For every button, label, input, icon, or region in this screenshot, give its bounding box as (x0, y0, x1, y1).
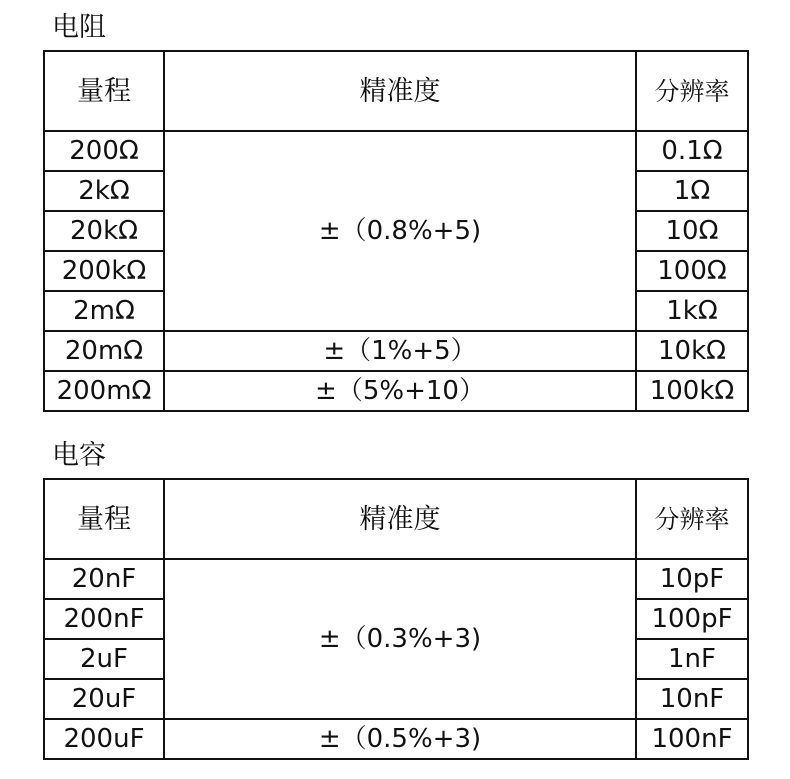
accuracy-cell: ±（5%+10） (164, 371, 636, 411)
resistance-section-title: 电阻 (52, 12, 106, 43)
range-cell: 20uF (44, 679, 164, 719)
range-cell: 200nF (44, 599, 164, 639)
resolution-cell: 100nF (636, 719, 748, 759)
range-cell: 200uF (44, 719, 164, 759)
range-cell: 200mΩ (44, 371, 164, 411)
table-row (44, 371, 748, 411)
range-cell: 20kΩ (44, 211, 164, 251)
range-cell: 20mΩ (44, 331, 164, 371)
table-header-row (44, 479, 748, 559)
table-row (44, 719, 748, 759)
accuracy-header: 精准度 (164, 51, 636, 131)
range-cell: 2kΩ (44, 171, 164, 211)
table-row (44, 131, 748, 171)
accuracy-header: 精准度 (164, 479, 636, 559)
resolution-cell: 100kΩ (636, 371, 748, 411)
resistance-spec-table (43, 50, 749, 412)
resolution-cell: 1Ω (636, 171, 748, 211)
range-cell: 200Ω (44, 131, 164, 171)
capacitance-section-title: 电容 (52, 440, 106, 471)
resolution-cell: 100Ω (636, 251, 748, 291)
resolution-cell: 100pF (636, 599, 748, 639)
capacitance-spec-table (43, 478, 749, 760)
range-header: 量程 (44, 479, 164, 559)
range-cell: 20nF (44, 559, 164, 599)
accuracy-cell: ±（0.5%+3) (164, 719, 636, 759)
resolution-cell: 0.1Ω (636, 131, 748, 171)
accuracy-cell: ±（1%+5） (164, 331, 636, 371)
resolution-cell: 1nF (636, 639, 748, 679)
range-cell: 2uF (44, 639, 164, 679)
resolution-cell: 10nF (636, 679, 748, 719)
resolution-cell: 10Ω (636, 211, 748, 251)
resolution-cell: 10kΩ (636, 331, 748, 371)
resolution-cell: 10pF (636, 559, 748, 599)
table-row (44, 331, 748, 371)
accuracy-cell: ±（0.3%+3) (164, 559, 636, 719)
resolution-header: 分辨率 (636, 479, 748, 559)
range-header: 量程 (44, 51, 164, 131)
table-header-row (44, 51, 748, 131)
accuracy-cell: ±（0.8%+5) (164, 131, 636, 331)
range-cell: 200kΩ (44, 251, 164, 291)
range-cell: 2mΩ (44, 291, 164, 331)
table-row (44, 559, 748, 599)
resolution-header: 分辨率 (636, 51, 748, 131)
resolution-cell: 1kΩ (636, 291, 748, 331)
